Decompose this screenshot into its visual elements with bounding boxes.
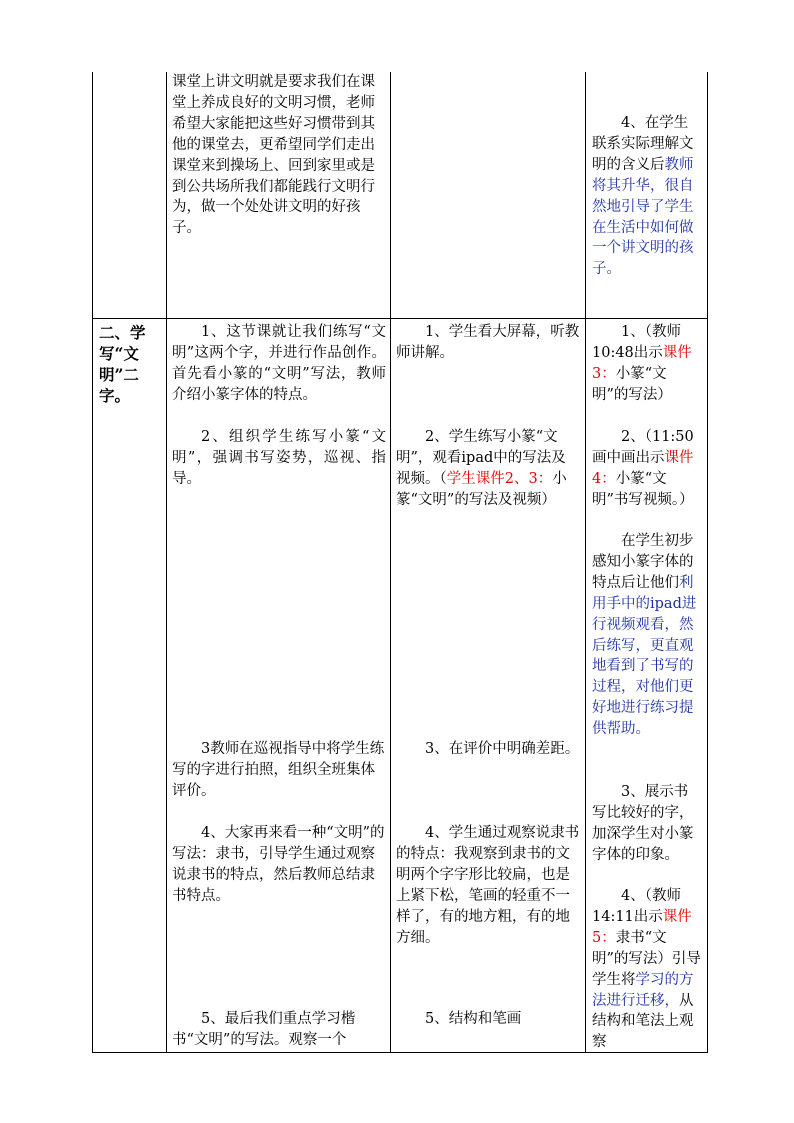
table-divider-1 (166, 72, 167, 1053)
intent-1-courseware: 课件3： (592, 344, 692, 382)
student-step-2 (396, 427, 580, 511)
step-title: 二、学写“文明”二字。 (99, 323, 146, 405)
student-step-2-tail: 小篆“文明”的写法及视频） (396, 470, 567, 508)
intent-1-text: 1、（教师10:48出示 (592, 324, 681, 361)
intent-step-2 (592, 427, 702, 511)
intent-step-3: 3、展示书写比较好的字，加深学生对小篆字体的印象。 (592, 784, 694, 863)
row1-intent-text (592, 113, 702, 280)
table-divider-3 (585, 72, 586, 1053)
row1-intent-cell (592, 113, 702, 280)
student-step-2-text: 2、学生练写小篆“文明”，观看ipad中的写法及视频。（ (396, 429, 566, 487)
student-step-5: 5、结构和笔画 (425, 1011, 522, 1027)
intent-2-text: 2、（11:50画中画出示 (592, 429, 694, 466)
intent-4-highlight: 学习的方法进行迁移， (592, 971, 694, 1009)
intent-4-courseware: 课件5： (592, 908, 692, 946)
teacher-activity-cell (172, 322, 386, 1050)
row1-content-cell (172, 72, 386, 239)
intent-4-tail: 隶书“文明”的写法）引导学生将 (592, 929, 701, 988)
intent-2-tail: 小篆“文明”书写视频。） (592, 470, 694, 508)
intent-step-2-explain (592, 531, 702, 740)
table-border-right (707, 72, 708, 1053)
teacher-step-4: 4、大家再来看一种“文明”的写法：隶书，引导学生通过观察说隶书的特点，然后教师总结隶书特点。 (172, 825, 385, 904)
intent-step-4 (592, 886, 702, 1050)
student-activity-cell (396, 322, 580, 1050)
intent-1-tail: 小篆“文明”的写法） (592, 365, 672, 403)
student-courseware-ref: 学生课件2、3： (446, 470, 553, 487)
design-intent-cell (592, 322, 702, 1050)
table-border-left (92, 72, 93, 1053)
intent-4-text: 4、（教师14:11出示 (592, 888, 681, 925)
intent-2-explain-lead: 在学生初步感知小篆字体的特点后让他们 (592, 533, 694, 591)
table-divider-2 (390, 72, 391, 1053)
teacher-step-5: 5、最后我们重点学习楷书“文明”的写法。观察一个 (172, 1011, 356, 1048)
row-separator (92, 318, 708, 319)
step-cell (99, 322, 161, 406)
intent-step-1 (592, 322, 702, 406)
table-border-bottom (92, 1052, 708, 1053)
student-step-1: 1、学生看大屏幕，听教师讲解。 (396, 324, 580, 361)
row1-intent-highlight: 教师将其升华，很自然地引导了学生在生活中如何做一个讲文明的孩子。 (592, 156, 694, 278)
intent-2-explain-highlight: 利用手中的ipad进行视频观看，然后练写，更直观地看到了书写的过程，对他们更好地进行练习提供帮助。 (592, 574, 697, 738)
row1-content-text: 课堂上讲文明就是要求我们在课堂上养成良好的文明习惯，老师希望大家能把这些好习惯带到其他的课堂去，更希望同学们走出课堂来到操场上、回到家里或是到公共场所我们都能践行文明行为，做一个处处讲文明的好孩子。 (172, 74, 375, 237)
teacher-step-3: 3教师在巡视指导中将学生练写的字进行拍照，组织全班集体评价。 (172, 741, 385, 799)
intent-2-courseware: 课件4： (592, 449, 694, 487)
intent-4-end: 从结构和笔法上观察 (592, 992, 694, 1050)
teacher-step-1: 1、这节课就让我们练写“文明”这两个字，并进行作品创作。首先看小篆的“文明”写法，教师介绍小篆字体的特点。 (172, 324, 386, 403)
student-step-3: 3、在评价中明确差距。 (425, 741, 580, 757)
student-step-4: 4、学生通过观察说隶书的特点：我观察到隶书的文明两个字字形比较扁，也是上紧下松，笔画的轻重不一样了，有的地方粗，有的地方细。 (396, 825, 580, 946)
row1-intent-lead: 4、在学生联系实际理解文明的含义后 (592, 115, 694, 173)
teacher-step-2: 2、组织学生练写小篆“文明”，强调书写姿势，巡视、指导。 (172, 429, 386, 487)
